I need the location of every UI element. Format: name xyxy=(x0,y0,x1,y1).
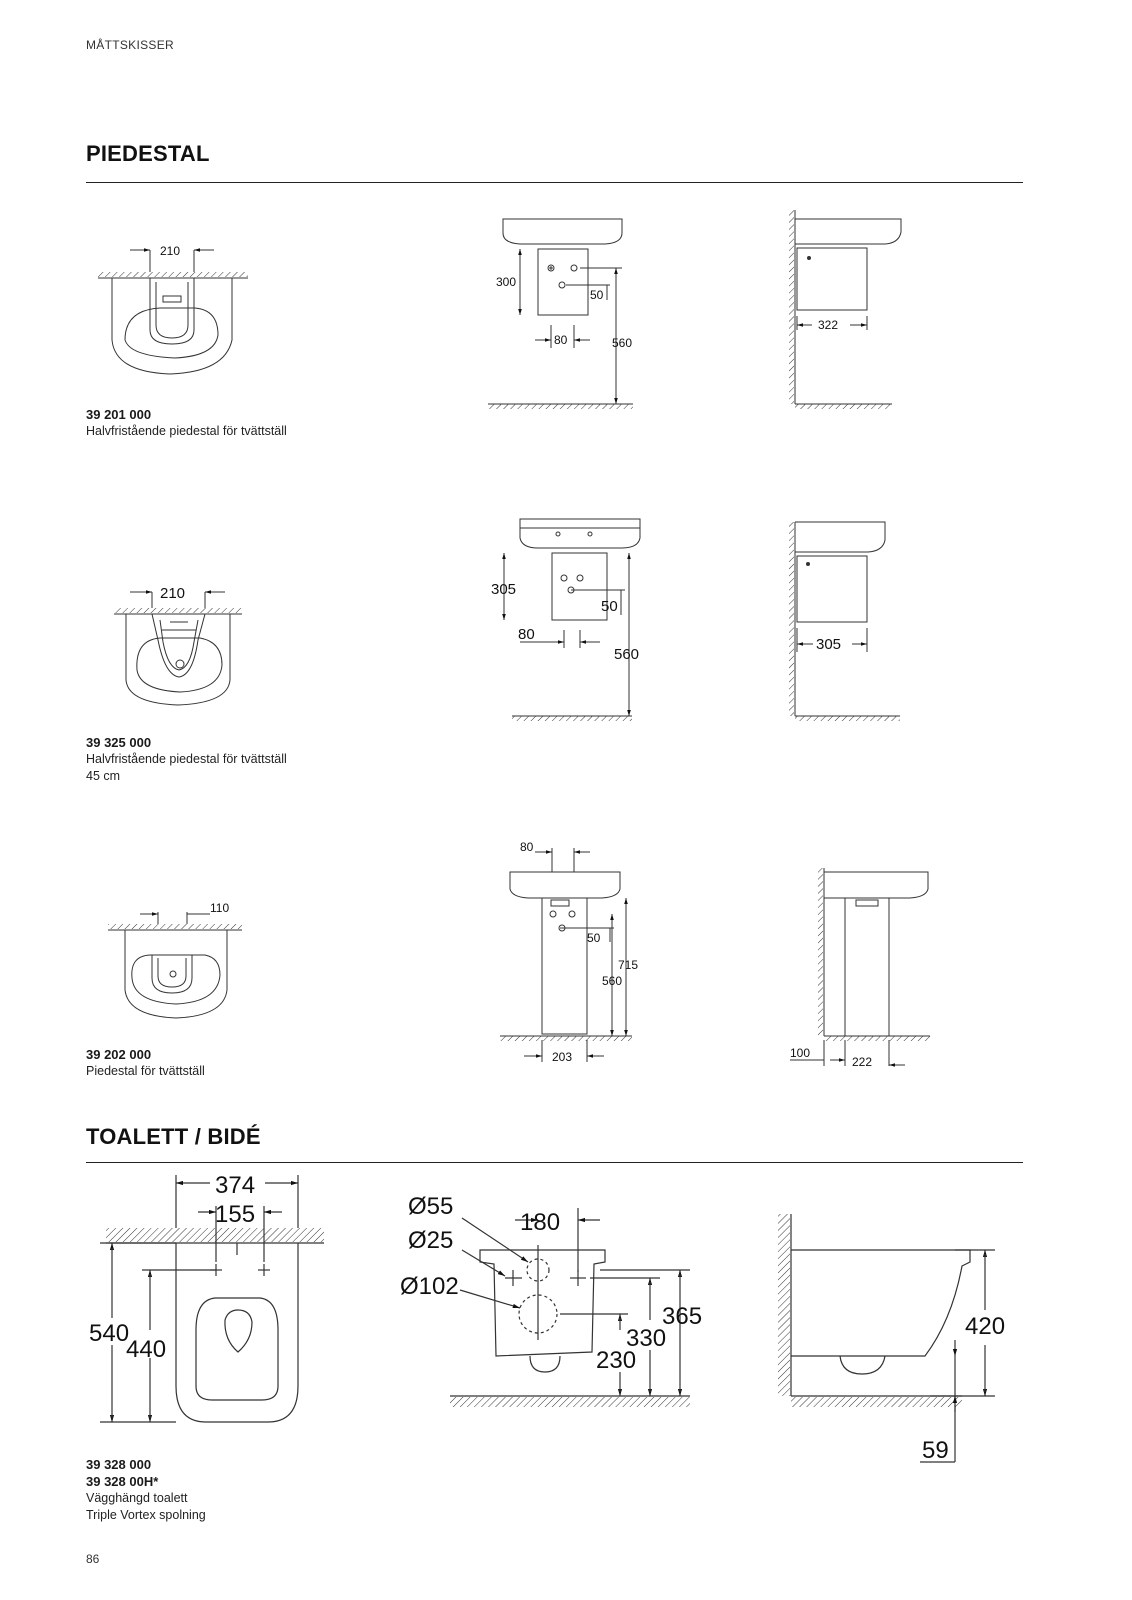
p2-front-view xyxy=(504,519,640,721)
product-caption-2 xyxy=(86,734,287,785)
page-header-label: MÅTTSKISSER xyxy=(86,38,174,52)
p3-dim-top-w: 110 xyxy=(210,901,230,915)
p1-dim-top-w: 210 xyxy=(160,244,181,258)
product-desc: 45 cm xyxy=(86,769,121,783)
p4-dim-front-h3: 230 xyxy=(596,1347,637,1374)
p2-dim-front-h: 305 xyxy=(491,581,517,598)
p4-dim-side-floor: 59 xyxy=(922,1437,949,1464)
product-caption-3 xyxy=(86,1046,205,1080)
p4-dim-front-w: 180 xyxy=(520,1209,561,1236)
section-title-toalett: TOALETT / BIDÉ xyxy=(86,1124,261,1149)
product-desc: Halvfristående piedestal för tvättställ xyxy=(86,752,287,766)
p4-dim-d25: Ø25 xyxy=(408,1227,454,1254)
p2-dim-side-d: 305 xyxy=(816,636,842,653)
p4-dim-top-inner-len: 440 xyxy=(126,1336,167,1363)
p3-front-view xyxy=(500,848,632,1062)
p1-dim-front-h: 300 xyxy=(496,275,517,289)
p4-dim-side-h: 420 xyxy=(965,1313,1006,1340)
p4-dim-top-w: 374 xyxy=(215,1172,256,1199)
p4-front-view xyxy=(450,1208,690,1407)
p4-dim-top-len: 540 xyxy=(89,1320,130,1347)
page-number: 86 xyxy=(86,1552,100,1566)
p1-front-view xyxy=(488,219,633,409)
p4-side-view xyxy=(778,1214,995,1462)
p4-dim-top-inner: 155 xyxy=(215,1201,256,1228)
p3-dim-front-base: 203 xyxy=(552,1050,573,1064)
product-desc: Vägghängd toalett xyxy=(86,1491,188,1505)
p4-dim-front-h2: 330 xyxy=(626,1325,667,1352)
product-code: 39 201 000 xyxy=(86,407,152,422)
p2-side-view xyxy=(789,522,900,721)
product-desc: Piedestal för tvättställ xyxy=(86,1064,205,1078)
p1-top-view xyxy=(98,250,248,374)
p2-dim-top-w: 210 xyxy=(160,585,186,602)
p1-dim-front-total: 560 xyxy=(612,336,633,350)
p1-side-view xyxy=(789,210,901,409)
product-caption-1 xyxy=(86,406,287,440)
product-code: 39 325 000 xyxy=(86,735,152,750)
p1-dim-side-d: 322 xyxy=(818,318,839,332)
p1-dim-front-offset: 50 xyxy=(590,288,604,302)
section-rule xyxy=(86,1162,1023,1163)
p3-dim-side-d: 222 xyxy=(852,1055,873,1069)
p3-dim-front-h2: 560 xyxy=(602,974,623,988)
p3-side-view xyxy=(790,868,930,1066)
p3-dim-front-offset: 50 xyxy=(587,931,601,945)
p2-dim-front-offset: 50 xyxy=(601,598,618,615)
product-caption-4 xyxy=(86,1456,206,1524)
p1-dim-front-w: 80 xyxy=(554,333,568,347)
product-desc: Halvfristående piedestal för tvättställ xyxy=(86,424,287,438)
p2-top-view xyxy=(114,592,242,705)
p4-dim-front-h1: 365 xyxy=(662,1303,703,1330)
product-code: 39 328 000 xyxy=(86,1457,152,1472)
product-code: 39 328 00H* xyxy=(86,1474,159,1489)
section-title-piedestal: PIEDESTAL xyxy=(86,141,210,166)
p3-top-view xyxy=(108,912,242,1018)
p2-dim-front-total: 560 xyxy=(614,646,640,663)
p4-top-view xyxy=(100,1175,324,1422)
p2-dim-front-w: 80 xyxy=(518,626,535,643)
p4-dim-d55: Ø55 xyxy=(408,1193,454,1220)
p3-dim-front-top: 80 xyxy=(520,840,534,854)
p4-dim-d102: Ø102 xyxy=(400,1273,459,1300)
p3-dim-side-wall: 100 xyxy=(790,1046,811,1060)
product-desc: Triple Vortex spolning xyxy=(86,1508,206,1522)
product-code: 39 202 000 xyxy=(86,1047,152,1062)
p3-dim-front-h1: 715 xyxy=(618,958,639,972)
